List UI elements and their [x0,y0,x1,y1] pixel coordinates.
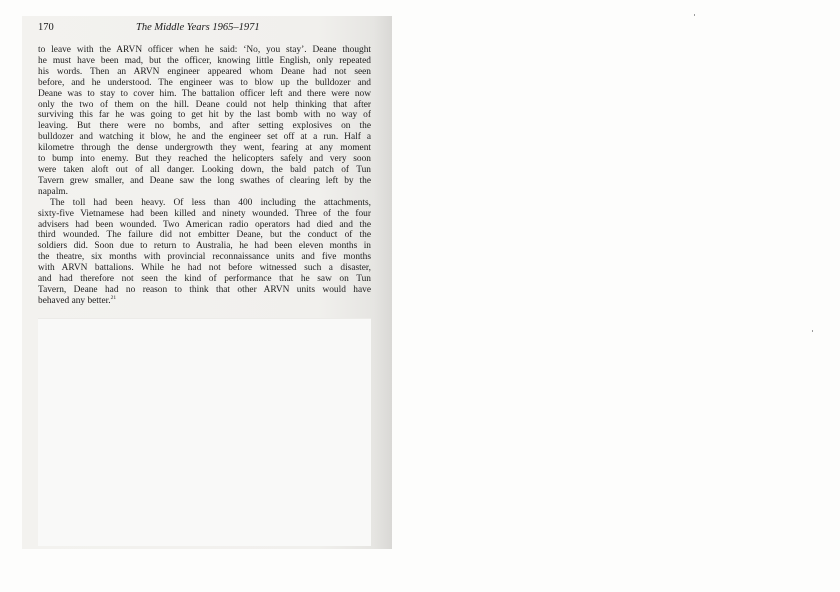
text-line: Tavern grew smaller, and Deane saw the long swathes of clearing left by the [38,175,371,186]
page-number: 170 [38,22,54,33]
paragraph-1 [38,45,371,198]
text-line: The toll had been heavy. Of less than 400 including the attachments, [50,197,371,208]
text-line: before, and he understood. The engineer was to blow up the bulldozer and [38,77,371,88]
text-line: sixty-five Vietnamese had been killed and ninety wounded. Three of the four [38,208,371,219]
text-line: with ARVN battalions. While he had not before witnessed such a disaster, [38,263,371,274]
text-line: napalm. [38,186,68,197]
text-line: soldiers did. Soon due to return to Australia, he had been eleven months in [38,241,371,252]
footnote-marker: 21 [110,294,117,301]
text-line: kilometre through the dense undergrowth they went, fearing at any moment [38,143,371,154]
running-title: The Middle Years 1965–1971 [136,22,260,33]
running-head [38,21,373,35]
scan-speck [694,14,695,16]
text-line: and had therefore not seen the kind of performance that he saw on Tun [38,274,371,285]
text-line-final [38,296,371,307]
text-line: leaving. But there were no bombs, and after setting explosives on the [38,121,371,132]
text-line: the theatre, six months with provincial reconnaissance units and five months [38,252,371,263]
body-text [38,45,371,307]
text-line: were taken aloft out of all danger. Looking down, the bald patch of Tun [38,164,371,175]
text-line: only the two of them on the hill. Deane could not help thinking that after [38,99,371,110]
scan-speck [812,330,813,332]
text-line: to leave with the ARVN officer when he said: ‘No, you stay’. Deane thought [38,45,371,55]
text-line: Tavern, Deane had no reason to think that other ARVN units would have [38,284,371,295]
text-line: surviving this far he was going to get hit by the last bomb with no way of [38,110,371,121]
text-line: bulldozer and watching it blow, he and the engineer set off at a run. Half a [38,132,371,143]
blank-page-area [38,318,371,546]
text-line: he must have been mad, but the officer, knowing little English, only repeated [38,55,371,66]
text-line: his words. Then an ARVN engineer appeared whom Deane had not seen [38,66,371,77]
text-line: advisers had been wounded. Two American radio operators had died and the [38,219,371,230]
text-line: to bump into enemy. But they reached the helicopters safely and very soon [38,154,371,165]
paragraph-2 [38,198,371,307]
final-sentence: behaved any better. [38,295,111,306]
text-line: Deane was to stay to cover him. The battalion officer left and there were now [38,88,371,99]
text-line: third wounded. The failure did not embitter Deane, but the conduct of the [38,230,371,241]
